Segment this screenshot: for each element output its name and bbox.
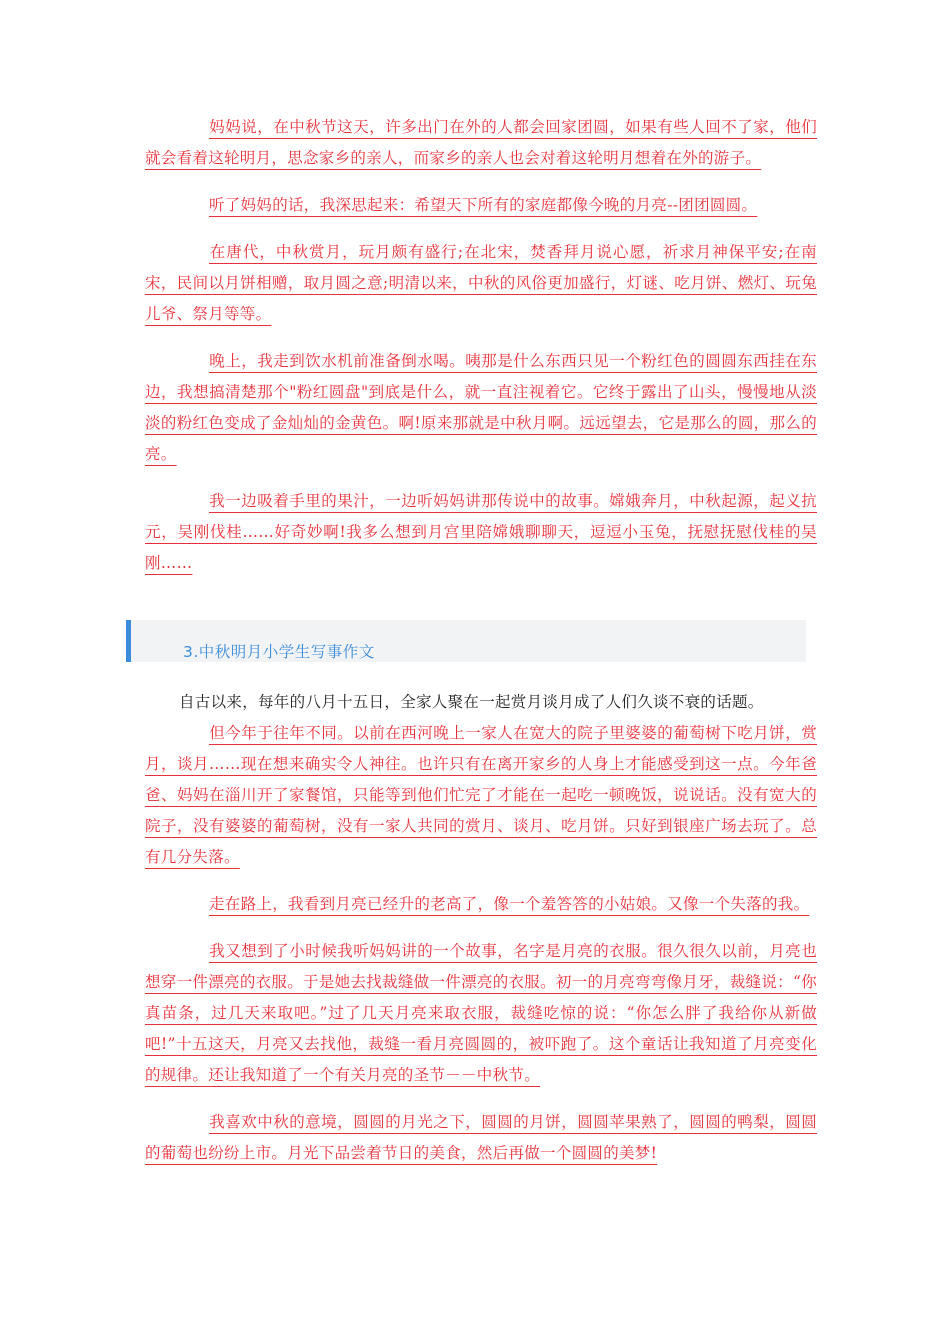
paragraph [145,718,817,873]
paragraph-text: 走在路上，我看到月亮已经升的老高了，像一个羞答答的小姑娘。又像一个失落的我。 [209,895,810,913]
paragraph [145,936,817,1091]
intro-paragraph: 自古以来，每年的八月十五日，全家人聚在一起赏月谈月成了人们久谈不衰的话题。 [179,693,764,711]
paragraph-text: 我一边吸着手里的果汁，一边听妈妈讲那传说中的故事。嫦娥奔月，中秋起源，起义抗元，吴刚伐桂……好奇妙啊!我多么想到月宫里陪嫦娥聊聊天，逗逗小玉兔，抚慰抚慰伐桂的吴刚…… [145,492,817,572]
paragraph-text: 晚上，我走到饮水机前准备倒水喝。咦那是什么东西只见一个粉红色的圆圆东西挂在东边，我想搞清楚那个"粉红圆盘"到底是什么，就一直注视着它。它终于露出了山头，慢慢地从淡淡的粉红色变成了金灿灿的金黄色。啊!原来那就是中秋月啊。远远望去，它是那么的圆，那么的亮。 [145,352,817,463]
paragraph [145,1107,817,1169]
paragraph [145,889,817,920]
section-heading [126,620,806,662]
paragraph-text: 我喜欢中秋的意境，圆圆的月光之下，圆圆的月饼，圆圆苹果熟了，圆圆的鸭梨，圆圆的葡萄也纷纷上市。月光下品尝着节日的美食，然后再做一个圆圆的美梦! [145,1113,817,1162]
paragraph-text: 我又想到了小时候我听妈妈讲的一个故事，名字是月亮的衣服。很久很久以前，月亮也想穿一件漂亮的衣服。于是她去找裁缝做一件漂亮的衣服。初一的月亮弯弯像月牙，裁缝说：“你真苗条，过几天来取吧。”过了几天月亮来取衣服，裁缝吃惊的说：“你怎么胖了我给你从新做吧!”十五这天，月亮又去找他，裁缝一看月亮圆圆的，被吓跑了。这个童话让我知道了月亮变化的规律。还让我知道了一个有关月亮的圣节－－中秋节。 [145,942,817,1084]
paragraph [145,190,817,221]
section-heading-title: 3.中秋明月小学生写事作文 [183,643,375,661]
paragraph [145,237,817,330]
paragraph [145,486,817,579]
essay-section-1 [145,112,817,579]
paragraph-text: 在唐代，中秋赏月，玩月颇有盛行;在北宋，焚香拜月说心愿，祈求月神保平安;在南宋，民间以月饼相赠，取月圆之意;明清以来，中秋的风俗更加盛行，灯谜、吃月饼、燃灯、玩兔儿爷、祭月等等。 [145,243,817,323]
paragraph-text: 但今年于往年不同。以前在西河晚上一家人在宽大的院子里婆婆的葡萄树下吃月饼，赏月，谈月……现在想来确实令人神往。也许只有在离开家乡的人身上才能感受到这一点。今年爸爸、妈妈在淄川开了家餐馆，只能等到他们忙完了才能在一起吃一顿晚饭，说说话。没有宽大的院子，没有婆婆的葡萄树，没有一家人共同的赏月、谈月、吃月饼。只好到银座广场去玩了。总有几分失落。 [145,724,817,866]
paragraph [145,346,817,470]
paragraph-text: 妈妈说，在中秋节这天，许多出门在外的人都会回家团圆，如果有些人回不了家，他们就会看着这轮明月，思念家乡的亲人，而家乡的亲人也会对着这轮明月想着在外的游子。 [145,118,817,167]
paragraph [145,112,817,174]
paragraph-text: 听了妈妈的话，我深思起来：希望天下所有的家庭都像今晚的月亮--团团圆圆。 [209,196,758,214]
essay-section-2 [145,687,817,1169]
